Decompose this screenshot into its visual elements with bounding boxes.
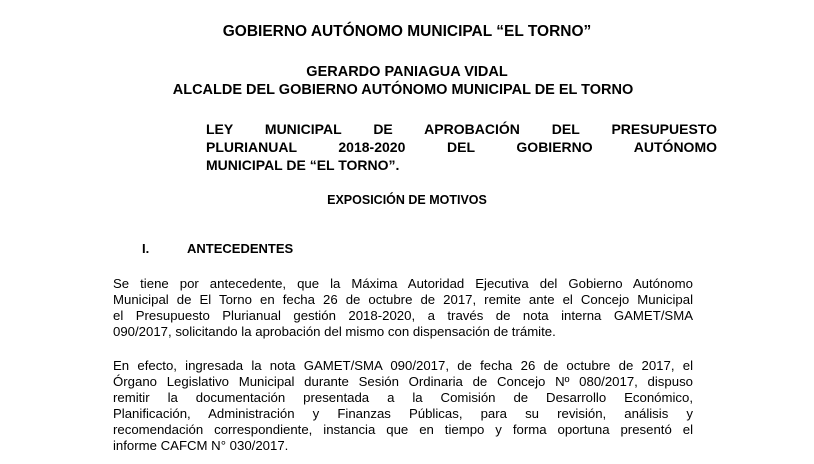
section-heading-exposicion: EXPOSICIÓN DE MOTIVOS — [327, 193, 487, 207]
paragraph-line: Planificación, Administración y Finanzas Públicas, para su revisión, análisis y — [113, 406, 693, 421]
paragraph-line: Se tiene por antecedente, que la Máxima Autoridad Ejecutiva del Gobierno Autónomo — [113, 276, 693, 291]
section-number: I. — [142, 241, 150, 256]
author-name: GERARDO PANIAGUA VIDAL — [306, 64, 508, 80]
law-title-line: MUNICIPAL DE “EL TORNO”. — [206, 157, 400, 173]
section-title: ANTECEDENTES — [187, 241, 294, 256]
law-title-line: LEY MUNICIPAL DE APROBACIÓN DEL PRESUPUESTO — [206, 121, 717, 137]
paragraph-antecedente — [113, 276, 693, 340]
law-title — [206, 120, 717, 174]
paragraph-line: remitir la documentación presentada a la Comisión de Desarrollo Económico, — [113, 390, 693, 405]
paragraph-line: informe CAFCM N° 030/2017. — [113, 438, 289, 453]
paragraph-line: el Presupuesto Plurianual gestión 2018-2020, a través de nota interna GAMET/SMA — [113, 308, 693, 323]
paragraph-line: 090/2017, solicitando la aprobación del mismo con dispensación de trámite. — [113, 324, 556, 339]
paragraph-line: Municipal de El Torno en fecha 26 de octubre de 2017, remite ante el Concejo Municipal — [113, 292, 693, 307]
paragraph-line: En efecto, ingresada la nota GAMET/SMA 090/2017, de fecha 26 de octubre de 2017, el — [113, 358, 693, 373]
paragraph-efecto — [113, 358, 693, 454]
document-title: GOBIERNO AUTÓNOMO MUNICIPAL “EL TORNO” — [222, 23, 592, 40]
author-role: ALCALDE DEL GOBIERNO AUTÓNOMO MUNICIPAL DE EL TORNO — [172, 82, 634, 98]
paragraph-line: Órgano Legislativo Municipal durante Sesión Ordinaria de Concejo Nº 080/2017, dispuso — [113, 374, 693, 389]
paragraph-line: recomendación correspondiente, instancia que en tiempo y forma oportuna presentó el — [113, 422, 693, 437]
author-block — [0, 63, 814, 99]
section-heading — [142, 240, 293, 258]
law-title-line: PLURIANUAL 2018-2020 DEL GOBIERNO AUTÓNOMO — [206, 139, 717, 155]
